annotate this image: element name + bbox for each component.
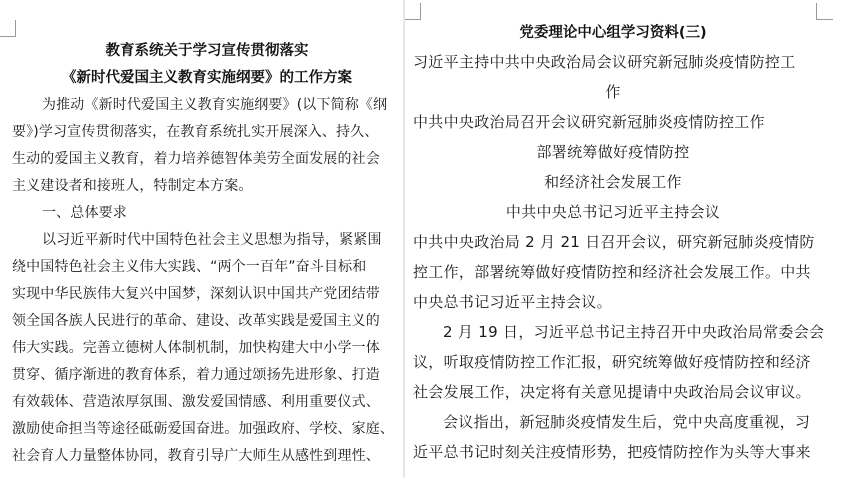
left-paragraph-line: 激励使命担当等途径砥砺爱国奋进。加强政府、学校、家庭、 xyxy=(12,421,395,437)
right-paragraph-line: 议，听取疫情防控工作汇报，研究统筹做好疫情防控和经济 xyxy=(413,353,811,371)
left-title-line-1: 教育系统关于学习宣传贯彻落实 xyxy=(105,43,309,59)
right-article-subtitle: 和经济社会发展工作 xyxy=(544,173,682,191)
left-paragraph-line: 要》)学习宣传贯彻落实，在教育系统扎实开展深入、持久、 xyxy=(12,124,379,140)
crop-mark-top-left xyxy=(405,3,421,20)
crop-mark-top-left xyxy=(0,20,16,37)
right-article-subtitle: 中共中央政治局召开会议研究新冠肺炎疫情防控工作 xyxy=(413,113,765,131)
crop-mark-top-right xyxy=(816,3,833,20)
left-paragraph-line: 为推动《新时代爱国主义教育实施纲要》(以下简称《纲 xyxy=(42,97,388,113)
left-paragraph-line: 伟大实践。完善立德树人体制机制，加快构建大中小学一体 xyxy=(12,340,380,356)
left-page xyxy=(0,0,405,478)
right-article-title: 习近平主持中共中央政治局会议研究新冠肺炎疫情防控工 xyxy=(413,53,796,71)
left-paragraph-line: 绕中国特色社会主义伟大实践、“两个一百年”奋斗目标和 xyxy=(12,259,367,275)
left-paragraph-line: 社会育人力量整体协同，教育引导广大师生从感性到理性、 xyxy=(12,448,380,464)
left-paragraph-line: 贯穿、循序渐进的教育体系，着力通过颂扬先进形象、打造 xyxy=(12,367,380,383)
right-paragraph-line: 控工作，部署统筹做好疫情防控和经济社会发展工作。中共 xyxy=(413,263,811,281)
left-paragraph-line: 以习近平新时代中国特色社会主义思想为指导，紧紧围 xyxy=(42,232,382,248)
left-title-line-2: 《新时代爱国主义教育实施纲要》的工作方案 xyxy=(62,70,352,86)
right-article-subtitle: 部署统筹做好疫情防控 xyxy=(536,143,690,161)
right-paragraph-line: 中央总书记习近平主持会议。 xyxy=(413,293,612,311)
right-paragraph-line: 近平总书记时刻关注疫情形势，把疫情防控作为头等大事来 xyxy=(413,443,811,461)
left-paragraph-line: 实现中华民族伟大复兴中国梦，深刻认识中国共产党团结带 xyxy=(12,286,380,302)
left-paragraph-line: 有效载体、营造浓厚氛围、激发爱国情感、利用重要仪式、 xyxy=(12,394,380,410)
right-paragraph-line: 社会发展工作，决定将有关意见提请中央政治局会议审议。 xyxy=(413,383,811,401)
right-page-header: 党委理论中心组学习资料(三) xyxy=(519,25,707,41)
left-paragraph-line: 主义建设者和接班人，特制定本方案。 xyxy=(12,178,253,194)
right-paragraph-line: 中共中央政治局 2 月 21 日召开会议，研究新冠肺炎疫情防 xyxy=(413,233,815,251)
right-page xyxy=(405,0,842,478)
left-paragraph-line: 领全国各族人民进行的革命、建设、改革实践是爱国主义的 xyxy=(12,313,380,329)
right-article-title: 作 xyxy=(605,83,621,101)
right-article-subtitle: 中共中央总书记习近平主持会议 xyxy=(505,203,721,221)
right-paragraph-line: 会议指出，新冠肺炎疫情发生后，党中央高度重视，习 xyxy=(443,413,811,431)
left-section-heading: 一、总体要求 xyxy=(42,205,127,221)
right-paragraph-line: 2 月 19 日，习近平总书记主持召开中央政治局常委会会 xyxy=(443,323,825,341)
left-paragraph-line: 生动的爱国主义教育，着力培养德智体美劳全面发展的社会 xyxy=(12,151,380,167)
